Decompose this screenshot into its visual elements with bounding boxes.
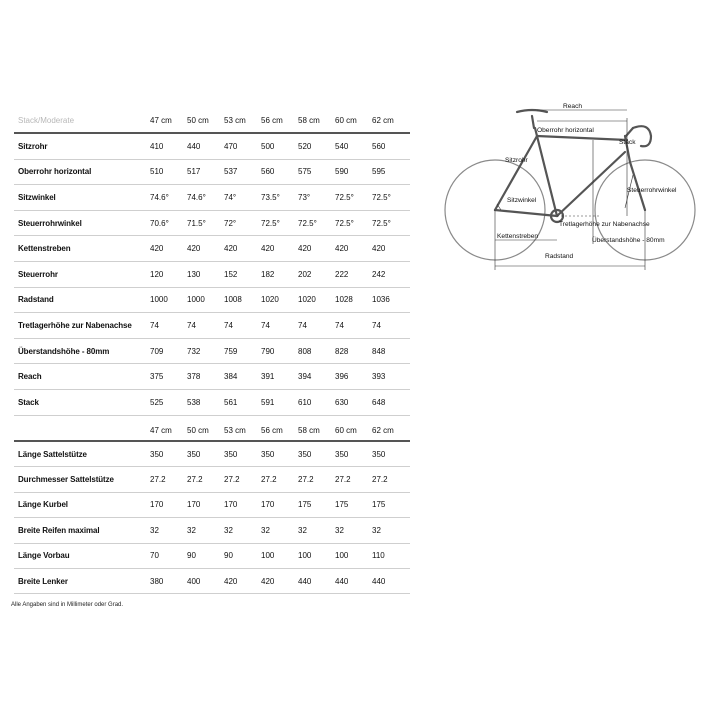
components-header-row <box>14 420 410 441</box>
table-row <box>14 364 410 390</box>
table-cell: 759 <box>224 338 261 364</box>
table-cell: 242 <box>372 261 410 287</box>
table-row <box>14 313 410 339</box>
table-cell: 74 <box>335 313 372 339</box>
table-row <box>14 389 410 415</box>
table-cell: 74.6° <box>187 185 224 211</box>
diagram-label-ueberstand: Überstandshöhe - 80mm <box>592 237 665 244</box>
geometry-header-row <box>14 108 410 133</box>
table-cell: 1036 <box>372 287 410 313</box>
size-header: 62 cm <box>372 108 410 133</box>
table-cell: 72.5° <box>335 185 372 211</box>
table-cell: 32 <box>187 518 224 543</box>
table-cell: 350 <box>261 441 298 467</box>
table-cell: 517 <box>187 159 224 185</box>
row-label: Steuerrohr <box>14 261 150 287</box>
table-cell: 1000 <box>187 287 224 313</box>
table-cell: 120 <box>150 261 187 287</box>
table-cell: 538 <box>187 389 224 415</box>
table-cell: 828 <box>335 338 372 364</box>
table-cell: 72.5° <box>372 185 410 211</box>
table-cell: 1000 <box>150 287 187 313</box>
table-cell: 32 <box>261 518 298 543</box>
row-label: Durchmesser Sattelstütze <box>14 467 150 492</box>
table-row <box>14 338 410 364</box>
table-cell: 152 <box>224 261 261 287</box>
diagram-label-sitzwinkel: Sitzwinkel <box>507 197 537 204</box>
table-row <box>14 492 410 517</box>
size-header: 58 cm <box>298 420 335 441</box>
size-header: 47 cm <box>150 420 187 441</box>
size-header: 60 cm <box>335 108 372 133</box>
table-cell: 610 <box>298 389 335 415</box>
table-cell: 380 <box>150 568 187 593</box>
row-label: Überstandshöhe - 80mm <box>14 338 150 364</box>
table-cell: 170 <box>224 492 261 517</box>
table-cell: 1008 <box>224 287 261 313</box>
table-cell: 72° <box>224 210 261 236</box>
table-cell: 175 <box>335 492 372 517</box>
table-cell: 648 <box>372 389 410 415</box>
table-row <box>14 210 410 236</box>
table-row <box>14 441 410 467</box>
table-cell: 709 <box>150 338 187 364</box>
table-cell: 440 <box>187 133 224 159</box>
table-cell: 630 <box>335 389 372 415</box>
row-label: Tretlagerhöhe zur Nabenachse <box>14 313 150 339</box>
table-cell: 32 <box>224 518 261 543</box>
table-cell: 350 <box>187 441 224 467</box>
table-cell: 420 <box>372 236 410 262</box>
table-cell: 100 <box>261 543 298 568</box>
table-cell: 27.2 <box>187 467 224 492</box>
size-header: 60 cm <box>335 420 372 441</box>
table-cell: 560 <box>261 159 298 185</box>
table-row <box>14 518 410 543</box>
table-row <box>14 287 410 313</box>
size-header: 56 cm <box>261 420 298 441</box>
table-cell: 1020 <box>261 287 298 313</box>
table-cell: 732 <box>187 338 224 364</box>
table-cell: 73° <box>298 185 335 211</box>
table-cell: 510 <box>150 159 187 185</box>
table-cell: 175 <box>372 492 410 517</box>
table-cell: 100 <box>335 543 372 568</box>
table-cell: 27.2 <box>298 467 335 492</box>
units-note: Alle Angaben sind in Millimeter oder Grad. <box>11 602 124 608</box>
table-cell: 72.5° <box>298 210 335 236</box>
table-row <box>14 543 410 568</box>
table-row <box>14 133 410 159</box>
table-row <box>14 159 410 185</box>
row-label: Länge Kurbel <box>14 492 150 517</box>
table-cell: 590 <box>335 159 372 185</box>
row-label: Sitzwinkel <box>14 185 150 211</box>
table-row <box>14 236 410 262</box>
row-label: Reach <box>14 364 150 390</box>
table-cell: 74° <box>224 185 261 211</box>
table-cell: 32 <box>335 518 372 543</box>
diagram-label-sitzrohr: Sitzrohr <box>505 157 528 164</box>
row-label: Steuerrohrwinkel <box>14 210 150 236</box>
table-cell: 410 <box>150 133 187 159</box>
table-cell: 525 <box>150 389 187 415</box>
row-label: Länge Vorbau <box>14 543 150 568</box>
table-cell: 440 <box>335 568 372 593</box>
diagram-label-oberrohr: Oberrohr horizontal <box>537 127 594 134</box>
size-header: 50 cm <box>187 420 224 441</box>
table-cell: 32 <box>298 518 335 543</box>
row-label: Oberrohr horizontal <box>14 159 150 185</box>
table-cell: 420 <box>224 236 261 262</box>
table-cell: 350 <box>298 441 335 467</box>
diagram-label-radstand: Radstand <box>545 253 574 260</box>
table-cell: 400 <box>187 568 224 593</box>
table-cell: 350 <box>335 441 372 467</box>
table-cell: 375 <box>150 364 187 390</box>
table-cell: 420 <box>261 236 298 262</box>
table-cell: 27.2 <box>261 467 298 492</box>
table-cell: 32 <box>372 518 410 543</box>
size-header: 56 cm <box>261 108 298 133</box>
table-cell: 420 <box>298 236 335 262</box>
table-cell: 71.5° <box>187 210 224 236</box>
row-label: Sitzrohr <box>14 133 150 159</box>
table-cell: 202 <box>298 261 335 287</box>
table-cell: 848 <box>372 338 410 364</box>
table-cell: 561 <box>224 389 261 415</box>
table-cell: 74 <box>372 313 410 339</box>
table-cell: 72.5° <box>335 210 372 236</box>
row-label: Länge Sattelstütze <box>14 441 150 467</box>
table-row <box>14 185 410 211</box>
table-cell: 27.2 <box>372 467 410 492</box>
table-cell: 350 <box>150 441 187 467</box>
table-cell: 384 <box>224 364 261 390</box>
table-cell: 1020 <box>298 287 335 313</box>
table-cell: 378 <box>187 364 224 390</box>
diagram-label-tretlager: Tretlagerhöhe zur Nabenachse <box>559 221 650 228</box>
components-table <box>14 420 410 594</box>
table-row <box>14 467 410 492</box>
table-cell: 470 <box>224 133 261 159</box>
table-cell: 74 <box>298 313 335 339</box>
table-cell: 170 <box>150 492 187 517</box>
table-cell: 500 <box>261 133 298 159</box>
table-cell: 100 <box>298 543 335 568</box>
table-cell: 350 <box>372 441 410 467</box>
table-cell: 420 <box>224 568 261 593</box>
table-cell: 420 <box>187 236 224 262</box>
row-label: Breite Lenker <box>14 568 150 593</box>
table-cell: 350 <box>224 441 261 467</box>
table-cell: 420 <box>335 236 372 262</box>
table-cell: 90 <box>187 543 224 568</box>
size-header: 53 cm <box>224 108 261 133</box>
table-cell: 70 <box>150 543 187 568</box>
table-cell: 440 <box>372 568 410 593</box>
table-cell: 440 <box>298 568 335 593</box>
table-header-label: Stack/Moderate <box>14 108 150 133</box>
table-cell: 170 <box>261 492 298 517</box>
table-cell: 394 <box>298 364 335 390</box>
table-row <box>14 261 410 287</box>
table-cell: 110 <box>372 543 410 568</box>
table-cell: 391 <box>261 364 298 390</box>
row-label: Breite Reifen maximal <box>14 518 150 543</box>
table-cell: 182 <box>261 261 298 287</box>
size-header: 53 cm <box>224 420 261 441</box>
table-cell: 175 <box>298 492 335 517</box>
table-cell: 90 <box>224 543 261 568</box>
geometry-table <box>14 108 410 416</box>
table-cell: 74 <box>150 313 187 339</box>
table-cell: 595 <box>372 159 410 185</box>
table-cell: 27.2 <box>224 467 261 492</box>
table-cell: 420 <box>150 236 187 262</box>
table-cell: 130 <box>187 261 224 287</box>
table-cell: 73.5° <box>261 185 298 211</box>
size-header: 47 cm <box>150 108 187 133</box>
table-row <box>14 568 410 593</box>
table-cell: 560 <box>372 133 410 159</box>
diagram-label-stack: Stack <box>619 139 636 146</box>
table-cell: 1028 <box>335 287 372 313</box>
table-cell: 74 <box>261 313 298 339</box>
table-cell: 32 <box>150 518 187 543</box>
size-header: 58 cm <box>298 108 335 133</box>
table-cell: 74.6° <box>150 185 187 211</box>
table-cell: 170 <box>187 492 224 517</box>
table-cell: 591 <box>261 389 298 415</box>
diagram-label-kettenstreben: Kettenstreben <box>497 233 539 240</box>
table-cell: 70.6° <box>150 210 187 236</box>
table-cell: 72.5° <box>261 210 298 236</box>
table-cell: 27.2 <box>150 467 187 492</box>
row-label: Stack <box>14 389 150 415</box>
size-header: 62 cm <box>372 420 410 441</box>
table-cell: 808 <box>298 338 335 364</box>
header-spacer <box>14 420 150 441</box>
row-label: Kettenstreben <box>14 236 150 262</box>
table-cell: 537 <box>224 159 261 185</box>
row-label: Radstand <box>14 287 150 313</box>
table-cell: 74 <box>187 313 224 339</box>
table-cell: 393 <box>372 364 410 390</box>
table-cell: 520 <box>298 133 335 159</box>
diagram-label-steuerrohrwinkel: Steuerrohrwinkel <box>627 187 677 194</box>
table-cell: 420 <box>261 568 298 593</box>
table-cell: 790 <box>261 338 298 364</box>
table-cell: 72.5° <box>372 210 410 236</box>
table-cell: 27.2 <box>335 467 372 492</box>
bike-geometry-diagram <box>437 100 717 280</box>
size-header: 50 cm <box>187 108 224 133</box>
table-cell: 575 <box>298 159 335 185</box>
diagram-label-reach: Reach <box>563 103 583 110</box>
table-cell: 222 <box>335 261 372 287</box>
table-cell: 540 <box>335 133 372 159</box>
table-cell: 396 <box>335 364 372 390</box>
table-cell: 74 <box>224 313 261 339</box>
